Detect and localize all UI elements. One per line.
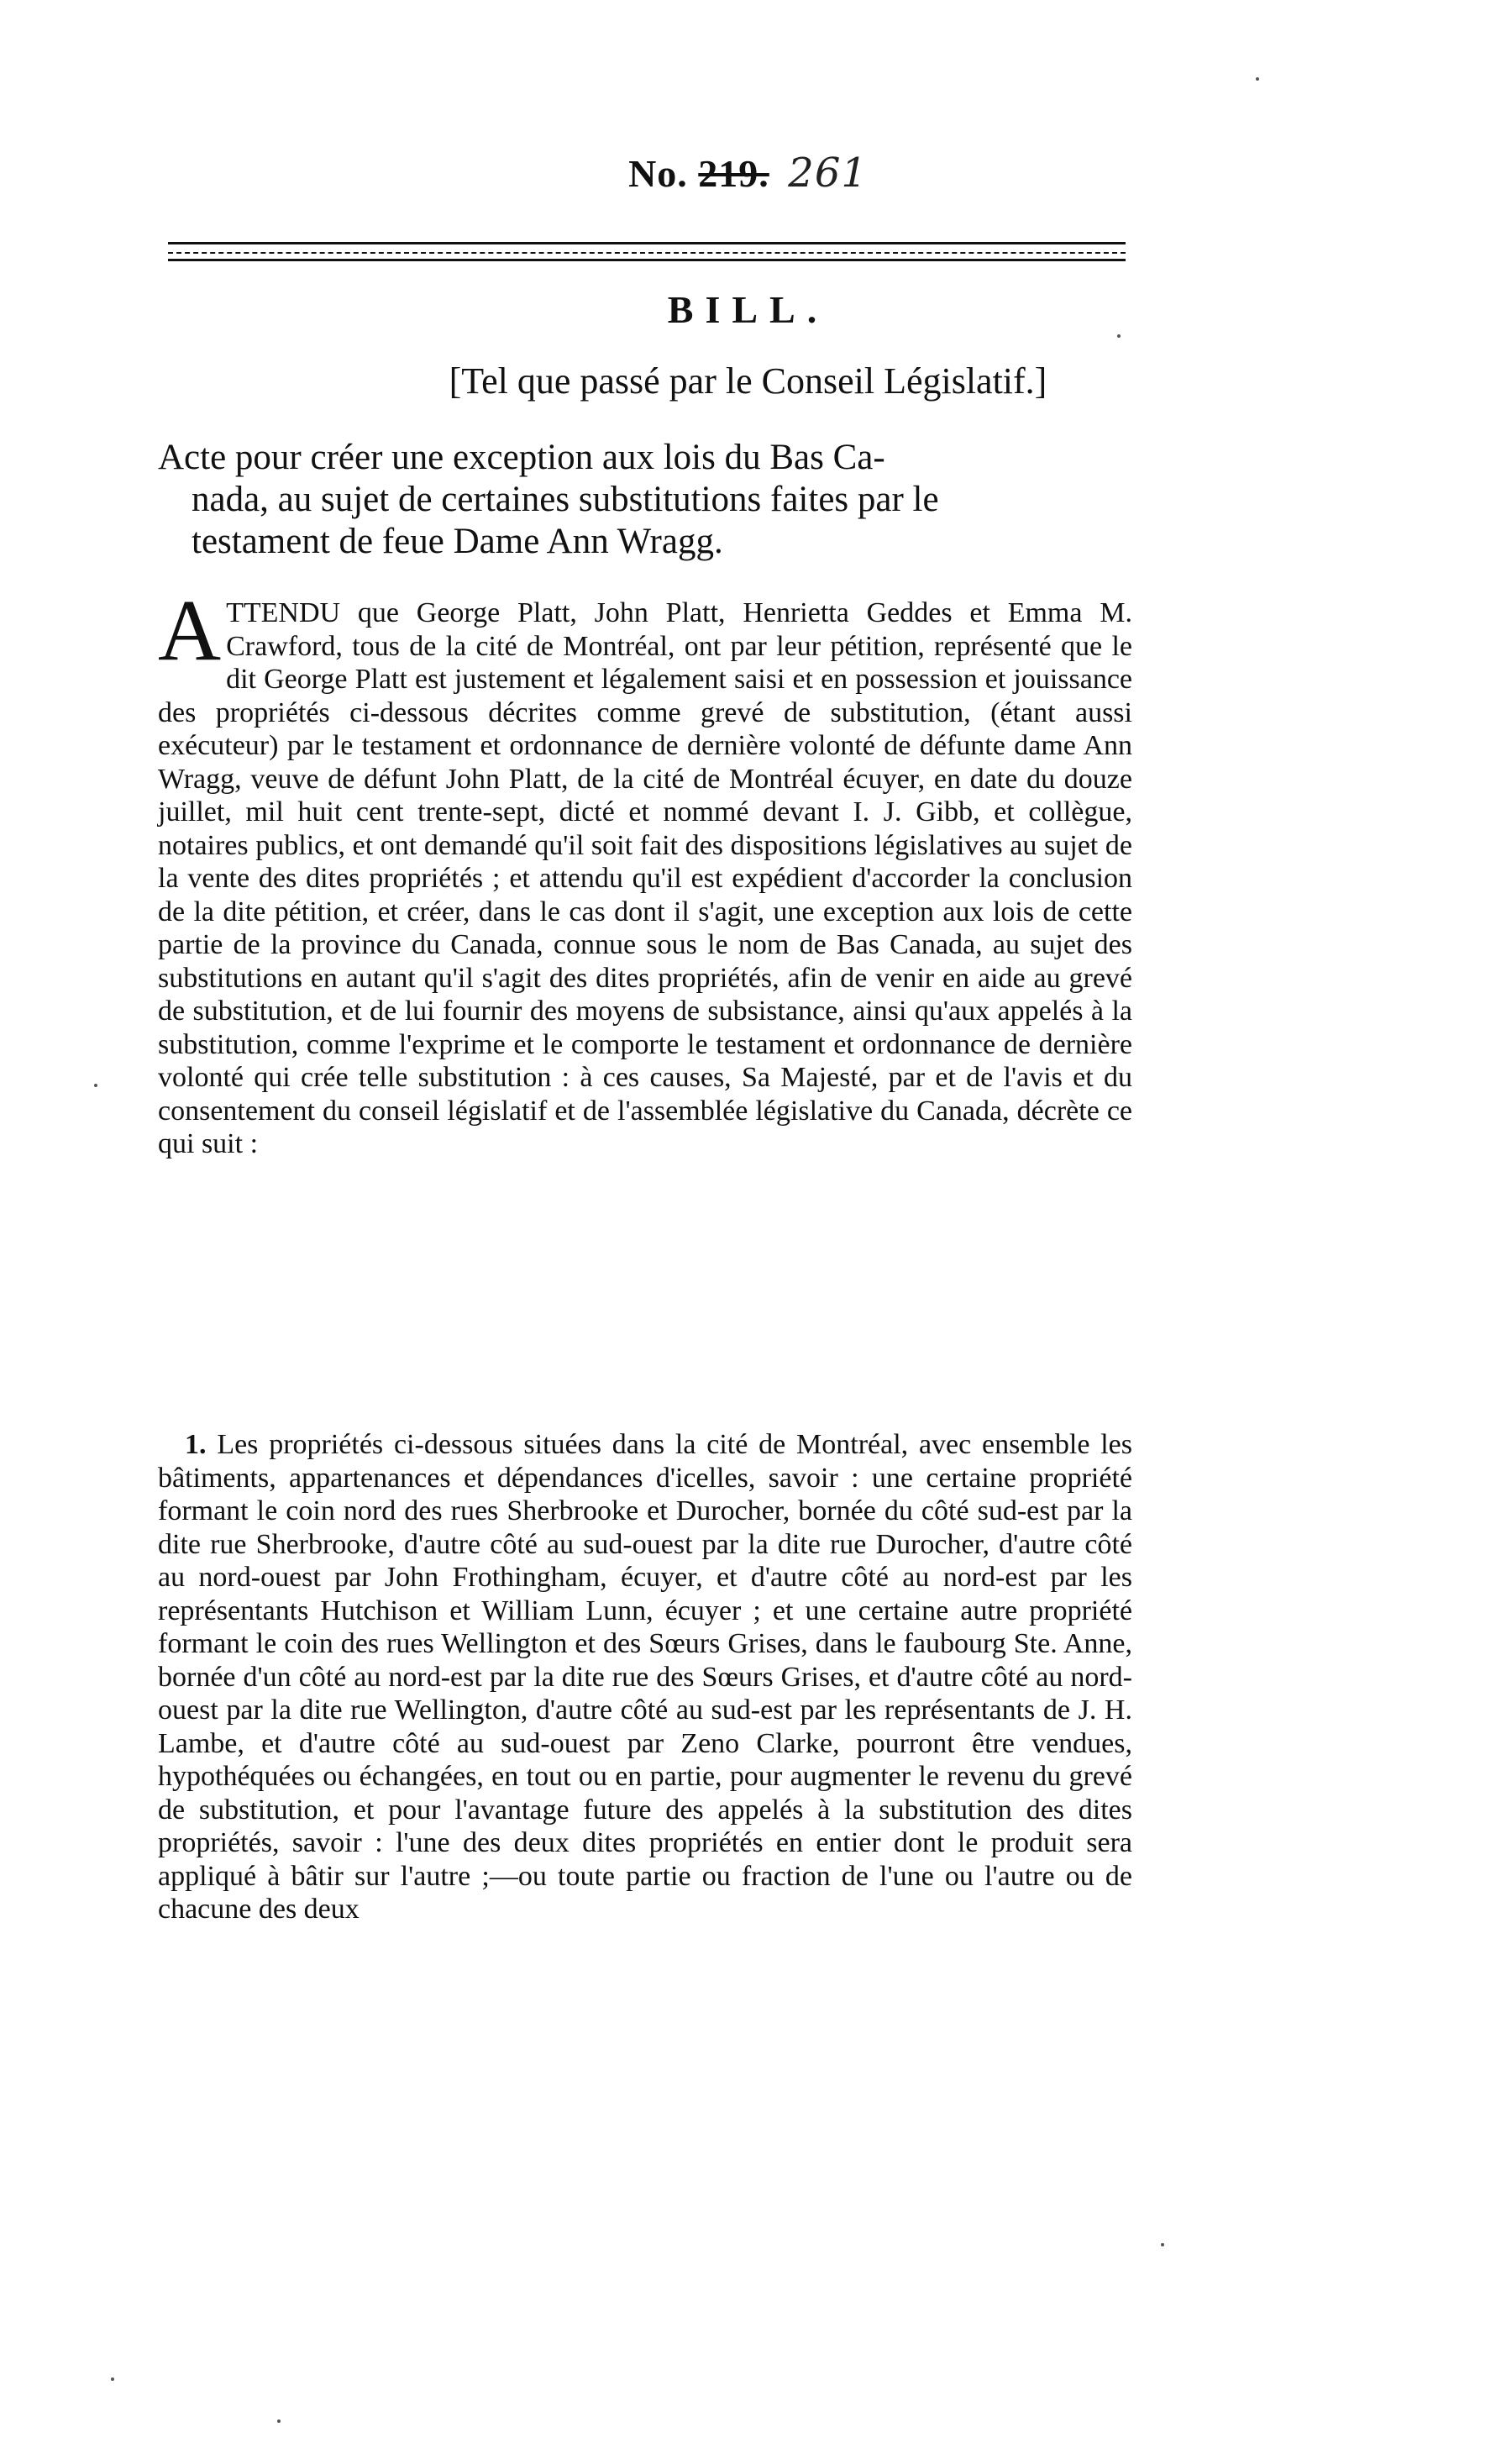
section-number: 1.: [185, 1429, 207, 1460]
preamble-paragraph: [158, 582, 1132, 1161]
act-title: [158, 437, 1132, 563]
bill-number-struck: 219.: [698, 152, 769, 195]
bill-number: [0, 150, 1496, 197]
paper-speck: [94, 1084, 97, 1087]
paper-speck: [1117, 334, 1121, 338]
preamble-text: TTENDU que George Platt, John Platt, Henrietta Geddes et Emma M. Crawford, tous de la cité de Montréal, ont par leur pétition, représenté que le dit George Platt est justement et légalement saisi et en possession et jouissance des propriétés ci-dessous décrites comme grevé de substitution, (étant aussi exécuteur) par le testament et ordonnance de dernière volonté de défunte dame Ann Wragg, veuve de défunt John Platt, de la cité de Montréal écuyer, en date du douze juillet, mil huit cent trente-sept, dicté et nommé devant I. J. Gibb, et collègue, notaires publics, et ont demandé qu'il soit fait des dispositions législatives au sujet de la vente des dites propriétés ; et attendu qu'il est expédient d'accorder la conclusion de la dite pétition, et créer, dans le cas dont il s'agit, une exception aux lois de cette partie de la province du Canada, connue sous le nom de Bas Canada, au sujet des substitutions en autant qu'il s'agit des dites propriétés, afin de venir en aide au grevé de substitution, et de lui fournir des moyens de subsistance, ainsi qu'aux appelés à la substitution, comme l'exprime et le comporte le testament et ordonnance de dernière volonté qui crée telle substitution : à ces causes, Sa Majesté, par et de l'avis et du consentement du conseil législatif et de l'assemblée législative du Canada, décrète ce qui suit :: [158, 597, 1132, 1159]
header-rule-bottom: [168, 259, 1126, 261]
act-title-line-3: testament de feue Dame Ann Wragg.: [192, 522, 723, 561]
section-1-text: Les propriétés ci-dessous situées dans la cité de Montréal, avec ensemble les bâtiments, appartenances et dépendances d'icelles, savoir : une certaine propriété formant le coin nord des rues Sherbrooke et Durocher, bornée du côté sud-est par la dite rue Sherbrooke, d'autre côté au sud-ouest par la dite rue Durocher, d'autre côté au nord-ouest par John Frothingham, écuyer, et d'autre côté au nord-est par les représentants Hutchison et William Lunn, écuyer ; et une certaine autre propriété formant le coin des rues Wellington et des Sœurs Grises, dans le faubourg Ste. Anne, bornée d'un côté au nord-est par la dite rue des Sœurs Grises, et d'autre côté au nord-ouest par la dite rue Wellington, d'autre côté au sud-est par les représentants de J. H. Lambe, et d'autre côté au sud-ouest par Zeno Clarke, pourront être vendues, hypothéquées ou échangées, en tout ou en partie, pour augmenter le revenu du grevé de substitution, et pour l'avantage future des appelés à la substitution des dites propriétés, savoir : l'une des deux dites propriétés en entier dont le produit sera appliqué à bâtir sur l'autre ;—ou toute partie ou fraction de l'une ou l'autre ou de chacune des deux: [158, 1429, 1133, 1925]
paper-speck: [1256, 77, 1259, 81]
header-rule-middle: [168, 252, 1126, 254]
section-1-paragraph: [158, 1428, 1132, 1926]
bill-number-handwritten: 261: [788, 150, 868, 197]
header-rule-top: [168, 242, 1126, 244]
paper-speck: [1161, 2243, 1164, 2246]
paper-speck: [277, 2419, 281, 2423]
document-subtitle: [Tel que passé par le Conseil Législatif.]: [449, 360, 1047, 402]
act-title-line-1: Acte pour créer une exception aux lois du Bas Ca-: [158, 438, 885, 477]
drop-cap: A: [158, 582, 222, 679]
bill-number-prefix: No.: [628, 152, 688, 195]
document-title: BILL.: [667, 288, 829, 331]
act-title-line-2: nada, au sujet de certaines substitutions faites par le: [192, 480, 939, 519]
paper-speck: [111, 2377, 114, 2381]
